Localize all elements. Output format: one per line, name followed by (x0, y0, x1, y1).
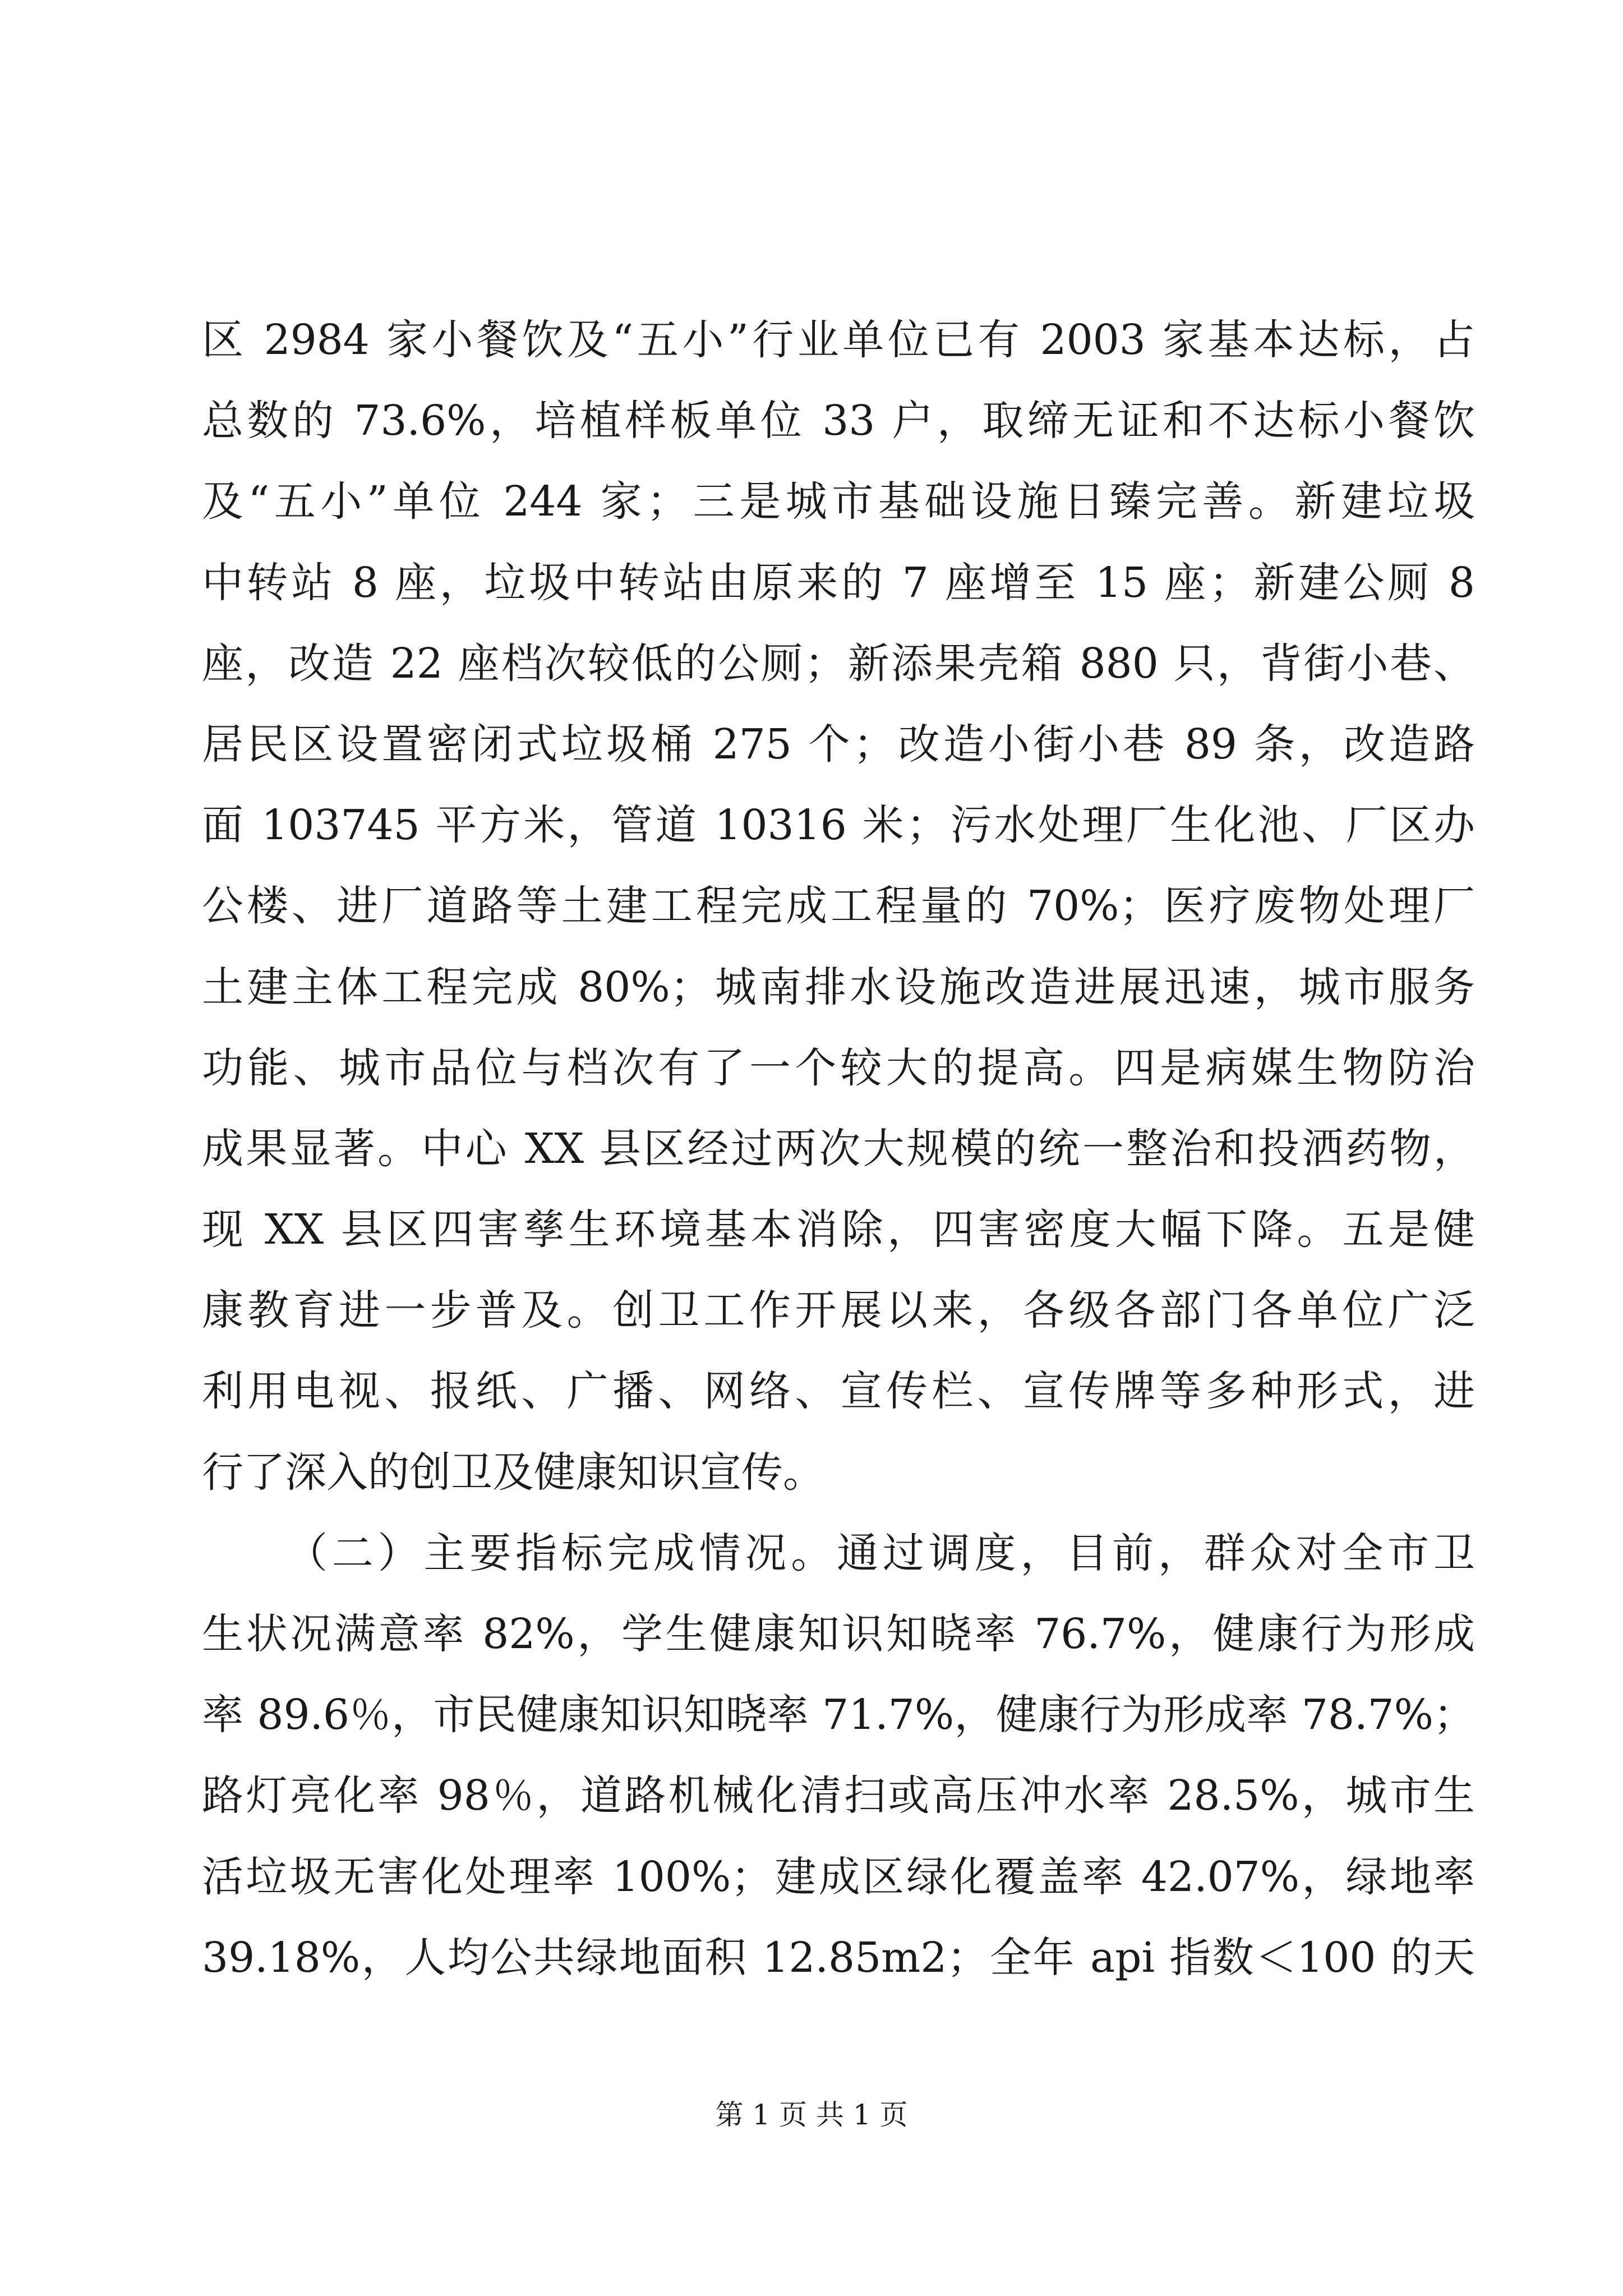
text-line: 活垃圾无害化处理率 100%；建成区绿化覆盖率 42.07%，绿地率 (202, 1852, 1475, 1901)
text-line: 39.18%，人均公共绿地面积 12.85m2；全年 api 指数＜100 的天 (202, 1933, 1475, 1982)
text-line: 居民区设置密闭式垃圾桶 275 个；改造小街小巷 89 条，改造路 (202, 720, 1475, 769)
text-line: 路灯亮化率 98％，道路机械化清扫或高压冲水率 28.5%，城市生 (202, 1772, 1475, 1820)
text-line: 率 89.6％，市民健康知识知晓率 71.7%，健康行为形成率 78.7%； (202, 1691, 1475, 1740)
paragraph-main-indicators (202, 1513, 1475, 1998)
text-line: 利用电视、报纸、广播、网络、宣传栏、宣传牌等多种形式，进 (202, 1367, 1475, 1416)
text-line: 生状况满意率 82%，学生健康知识知晓率 76.7%，健康行为形成 (202, 1610, 1475, 1658)
document-body (202, 300, 1475, 1998)
text-line: 行了深入的创卫及健康知识宣传。 (202, 1448, 824, 1497)
text-line: 公楼、进厂道路等土建工程完成工程量的 70%；医疗废物处理厂 (202, 882, 1475, 931)
text-line: 现 XX 县区四害孳生环境基本消除，四害密度大幅下降。五是健 (202, 1205, 1475, 1254)
text-line: （二）主要指标完成情况。通过调度，目前，群众对全市卫 (286, 1529, 1475, 1577)
text-line: 总数的 73.6%，培植样板单位 33 户，取缔无证和不达标小餐饮 (202, 397, 1475, 445)
text-line: 中转站 8 座，垃圾中转站由原来的 7 座增至 15 座；新建公厕 8 (202, 558, 1475, 607)
text-line: 区 2984 家小餐饮及“五小”行业单位已有 2003 家基本达标，占 (202, 316, 1475, 364)
text-line: 功能、城市品位与档次有了一个较大的提高。四是病媒生物防治 (202, 1043, 1475, 1092)
paragraph-facilities-summary (202, 300, 1475, 1513)
text-line: 康教育进一步普及。创卫工作开展以来，各级各部门各单位广泛 (202, 1286, 1475, 1335)
text-line: 座，改造 22 座档次较低的公厕；新添果壳箱 880 只，背街小巷、 (202, 639, 1475, 688)
text-line: 土建主体工程完成 80%；城南排水设施改造进展迅速，城市服务 (202, 963, 1475, 1011)
page-number-footer: 第 1 页 共 1 页 (715, 2099, 908, 2131)
text-line: 面 103745 平方米，管道 10316 米；污水处理厂生化池、厂区办 (202, 801, 1475, 850)
text-line: 及“五小”单位 244 家；三是城市基础设施日臻完善。新建垃圾 (202, 477, 1475, 526)
text-line: 成果显著。中心 XX 县区经过两次大规模的统一整治和投洒药物， (202, 1124, 1475, 1173)
